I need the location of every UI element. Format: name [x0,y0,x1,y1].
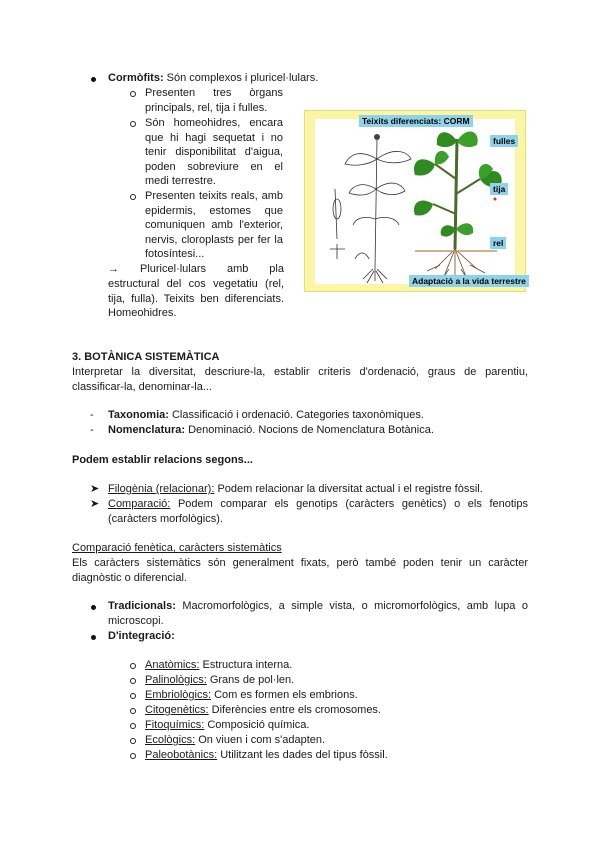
cormofits-label: Cormòfits: [108,72,164,84]
integracio-line [108,629,175,643]
nomenclatura-text: Denominació. Nocions de Nomenclatura Botànica. [185,424,434,436]
sub-bullet [130,194,136,200]
integracio-item [145,718,309,732]
cormofits-sub-1: Presenten tres òrgans principals, rel, tija i fulles. [145,87,283,114]
integracio-label: D'integració: [108,630,175,642]
sub-bullet [130,708,136,714]
fenetica-text: Els caràcters sistemàtics són generalment fixats, però també poden tenir un caràcter diagnòstic o diferencial. [72,557,528,584]
figure-caption-tag: Adaptació a la vida terrestre [409,275,529,287]
rel-tag: rel [490,237,506,249]
integracio-item-label: Paleobotànics: [145,749,218,761]
filogenia-text: Podem relacionar la diversitat actual i el registre fòssil. [214,483,483,495]
integracio-item-text: Diferències entre els cromosomes. [208,704,381,716]
sub-bullet [130,738,136,744]
integracio-item-label: Citogenètics: [145,704,209,716]
cormofits-sub-3: Presenten teixits reals, amb epidermis, estomes que comuniquen amb l'exterior, nervis, cloroplasts per fer la fotosíntesi... [145,190,283,260]
integracio-item-text: Estructura interna. [199,659,293,671]
arrow-text-1: Pluricel·lulars amb pla [140,263,284,275]
tradicionals-line [108,599,528,628]
taxonomia-label: Taxonomia: [108,409,169,421]
integracio-item [145,658,292,672]
sub-bullet [130,678,136,684]
taxonomia-text: Classificació i ordenació. Categories taxonòmiques. [168,409,424,421]
tradicionals-label: Tradicionals: [108,600,176,612]
arrow-symbol: → [108,263,119,275]
sub-bullet [130,121,136,127]
arrow-bullet: ➤ [90,498,100,510]
tradicionals-text: Macromorfològics, a simple vista, o micromorfològics, amb lupa o microscopi. [108,600,528,627]
integracio-item-label: Embriològics: [145,689,212,701]
sub-bullet [130,753,136,759]
dash-bullet: - [90,409,94,421]
integracio-item [145,748,388,762]
sub-bullet [130,91,136,97]
integracio-item [145,673,294,687]
integracio-item [145,703,381,717]
figure-title-tag: Teixits diferenciats: CORM [359,115,473,127]
tija-tag: tija [490,183,508,195]
integracio-item [145,688,358,702]
bullet-cormofits [91,77,96,82]
plant-illustration [315,119,515,284]
comparacio-line [108,497,528,526]
cormofits-text: Són complexos i pluricel·lulars. [163,72,319,84]
sub-bullet [130,723,136,729]
section-intro: Interpretar la diversitat, descriure-la, establir criteris d'ordenació, graus de parentiu, classificar-la, denominar-la... [72,366,528,393]
nomenclatura-line [108,423,434,437]
integracio-item-label: Ecològics: [145,734,196,746]
bullet-integracio [91,635,96,640]
fulles-tag: fulles [490,135,518,147]
fenetica-heading: Comparació fenètica, caràcters sistemàtics [72,542,282,554]
sub-bullet [130,663,136,669]
sub-bullet [130,693,136,699]
cormofits-sub-2: Són homeohidres, encara que hi hagi sequetat i no tenir disponibilitat d'aigua, poden sobreviure en el medi terrestre. [145,117,283,187]
arrow-text-2: estructural del cos vegetatiu (rel, tija, fulla). Teixits ben diferenciats. Homeohidres. [108,278,284,319]
relacions-heading: Podem establir relacions segons... [72,454,253,466]
filogenia-line [108,482,483,496]
taxonomia-line [108,408,424,422]
arrow-bullet: ➤ [90,483,100,495]
corm-figure [304,110,526,292]
filogenia-label: Filogènia (relacionar): [108,483,215,495]
bullet-tradicionals [91,605,96,610]
integracio-item-text: Utilitzant les dades del tipus fòssil. [217,749,388,761]
cormofits-line [108,71,318,85]
dash-bullet: - [90,424,94,436]
integracio-item-text: Composició química. [204,719,310,731]
integracio-item-label: Fitoquímics: [145,719,205,731]
integracio-item [145,733,325,747]
integracio-item-text: Grans de pol·len. [206,674,295,686]
comparacio-label: Comparació: [108,498,171,510]
comparacio-text: Podem comparar els genotips (caràcters genètics) o els fenotips (caràcters morfològics). [108,498,528,525]
integracio-item-text: Com es formen els embrions. [211,689,358,701]
integracio-item-label: Palinològics: [145,674,207,686]
figure-canvas [315,119,515,284]
integracio-item-label: Anatòmics: [145,659,200,671]
nomenclatura-label: Nomenclatura: [108,424,186,436]
integracio-item-text: On viuen i com s'adapten. [195,734,326,746]
section-heading: 3. BOTÀNICA SISTEMÀTICA [72,351,220,363]
